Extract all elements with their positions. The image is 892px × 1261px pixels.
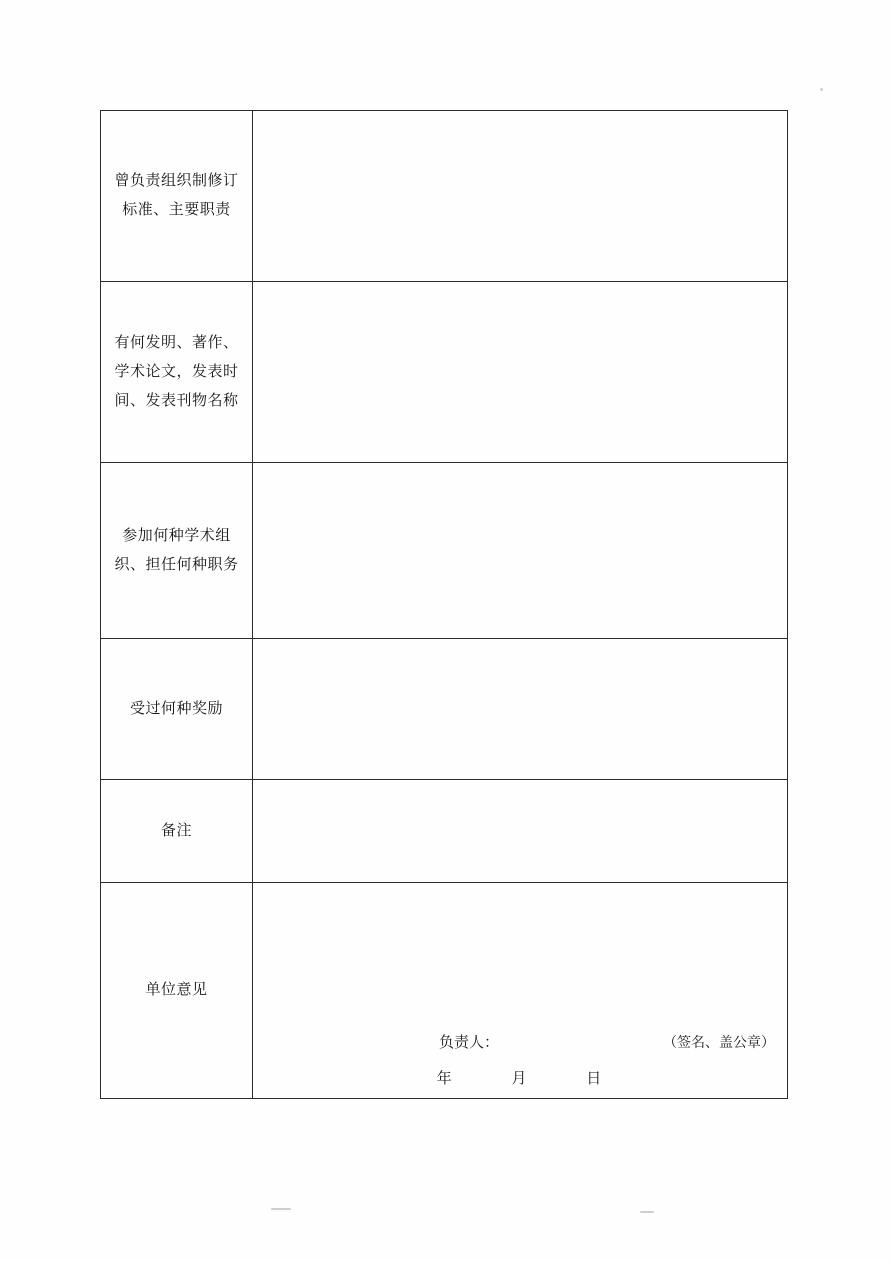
row-value-unit-opinion[interactable] [253, 883, 788, 1099]
label-line: 单位意见 [145, 982, 208, 998]
row-label-publications [101, 282, 253, 463]
unit-opinion-content [253, 883, 787, 1098]
seal-note: （签名、盖公章） [663, 1036, 775, 1051]
row-label-responsibility [101, 111, 253, 282]
table-row [101, 780, 788, 883]
label-line: 织、担任何种职务 [114, 556, 239, 573]
row-label-remarks [101, 780, 253, 883]
date-day: 日 [586, 1071, 604, 1087]
row-value-awards[interactable] [253, 639, 788, 780]
date-line [253, 1067, 787, 1088]
label-line: 曾负责组织制修订 [114, 173, 239, 189]
label-line: 学术论文，发表时 [114, 363, 239, 380]
date-year: 年 [436, 1071, 454, 1087]
recommendation-form-table [100, 110, 788, 1099]
table-row [101, 282, 788, 463]
scan-speck [820, 88, 823, 91]
responsible-person-label: 负责人： [439, 1035, 500, 1051]
date-month: 月 [511, 1071, 529, 1087]
row-value-remarks[interactable] [253, 780, 788, 883]
row-label-awards [101, 639, 253, 780]
table-row [101, 883, 788, 1099]
label-line: 有何发明、著作、 [114, 334, 239, 351]
row-value-academic-organizations[interactable] [253, 463, 788, 639]
table-row [101, 111, 788, 282]
row-value-responsibility[interactable] [253, 111, 788, 282]
scan-speck [271, 1208, 291, 1210]
label-line: 受过何种奖励 [129, 700, 223, 717]
label-line: 间、发表刊物名称 [114, 392, 239, 409]
scan-speck [640, 1211, 654, 1213]
row-value-publications[interactable] [253, 282, 788, 463]
table-row [101, 463, 788, 639]
label-line: 标准、主要职责 [122, 202, 231, 218]
label-line: 参加何种学术组 [122, 527, 231, 544]
row-label-academic-organizations [101, 463, 253, 639]
label-line: 备注 [160, 822, 192, 839]
table-row [101, 639, 788, 780]
row-label-unit-opinion [101, 883, 253, 1099]
